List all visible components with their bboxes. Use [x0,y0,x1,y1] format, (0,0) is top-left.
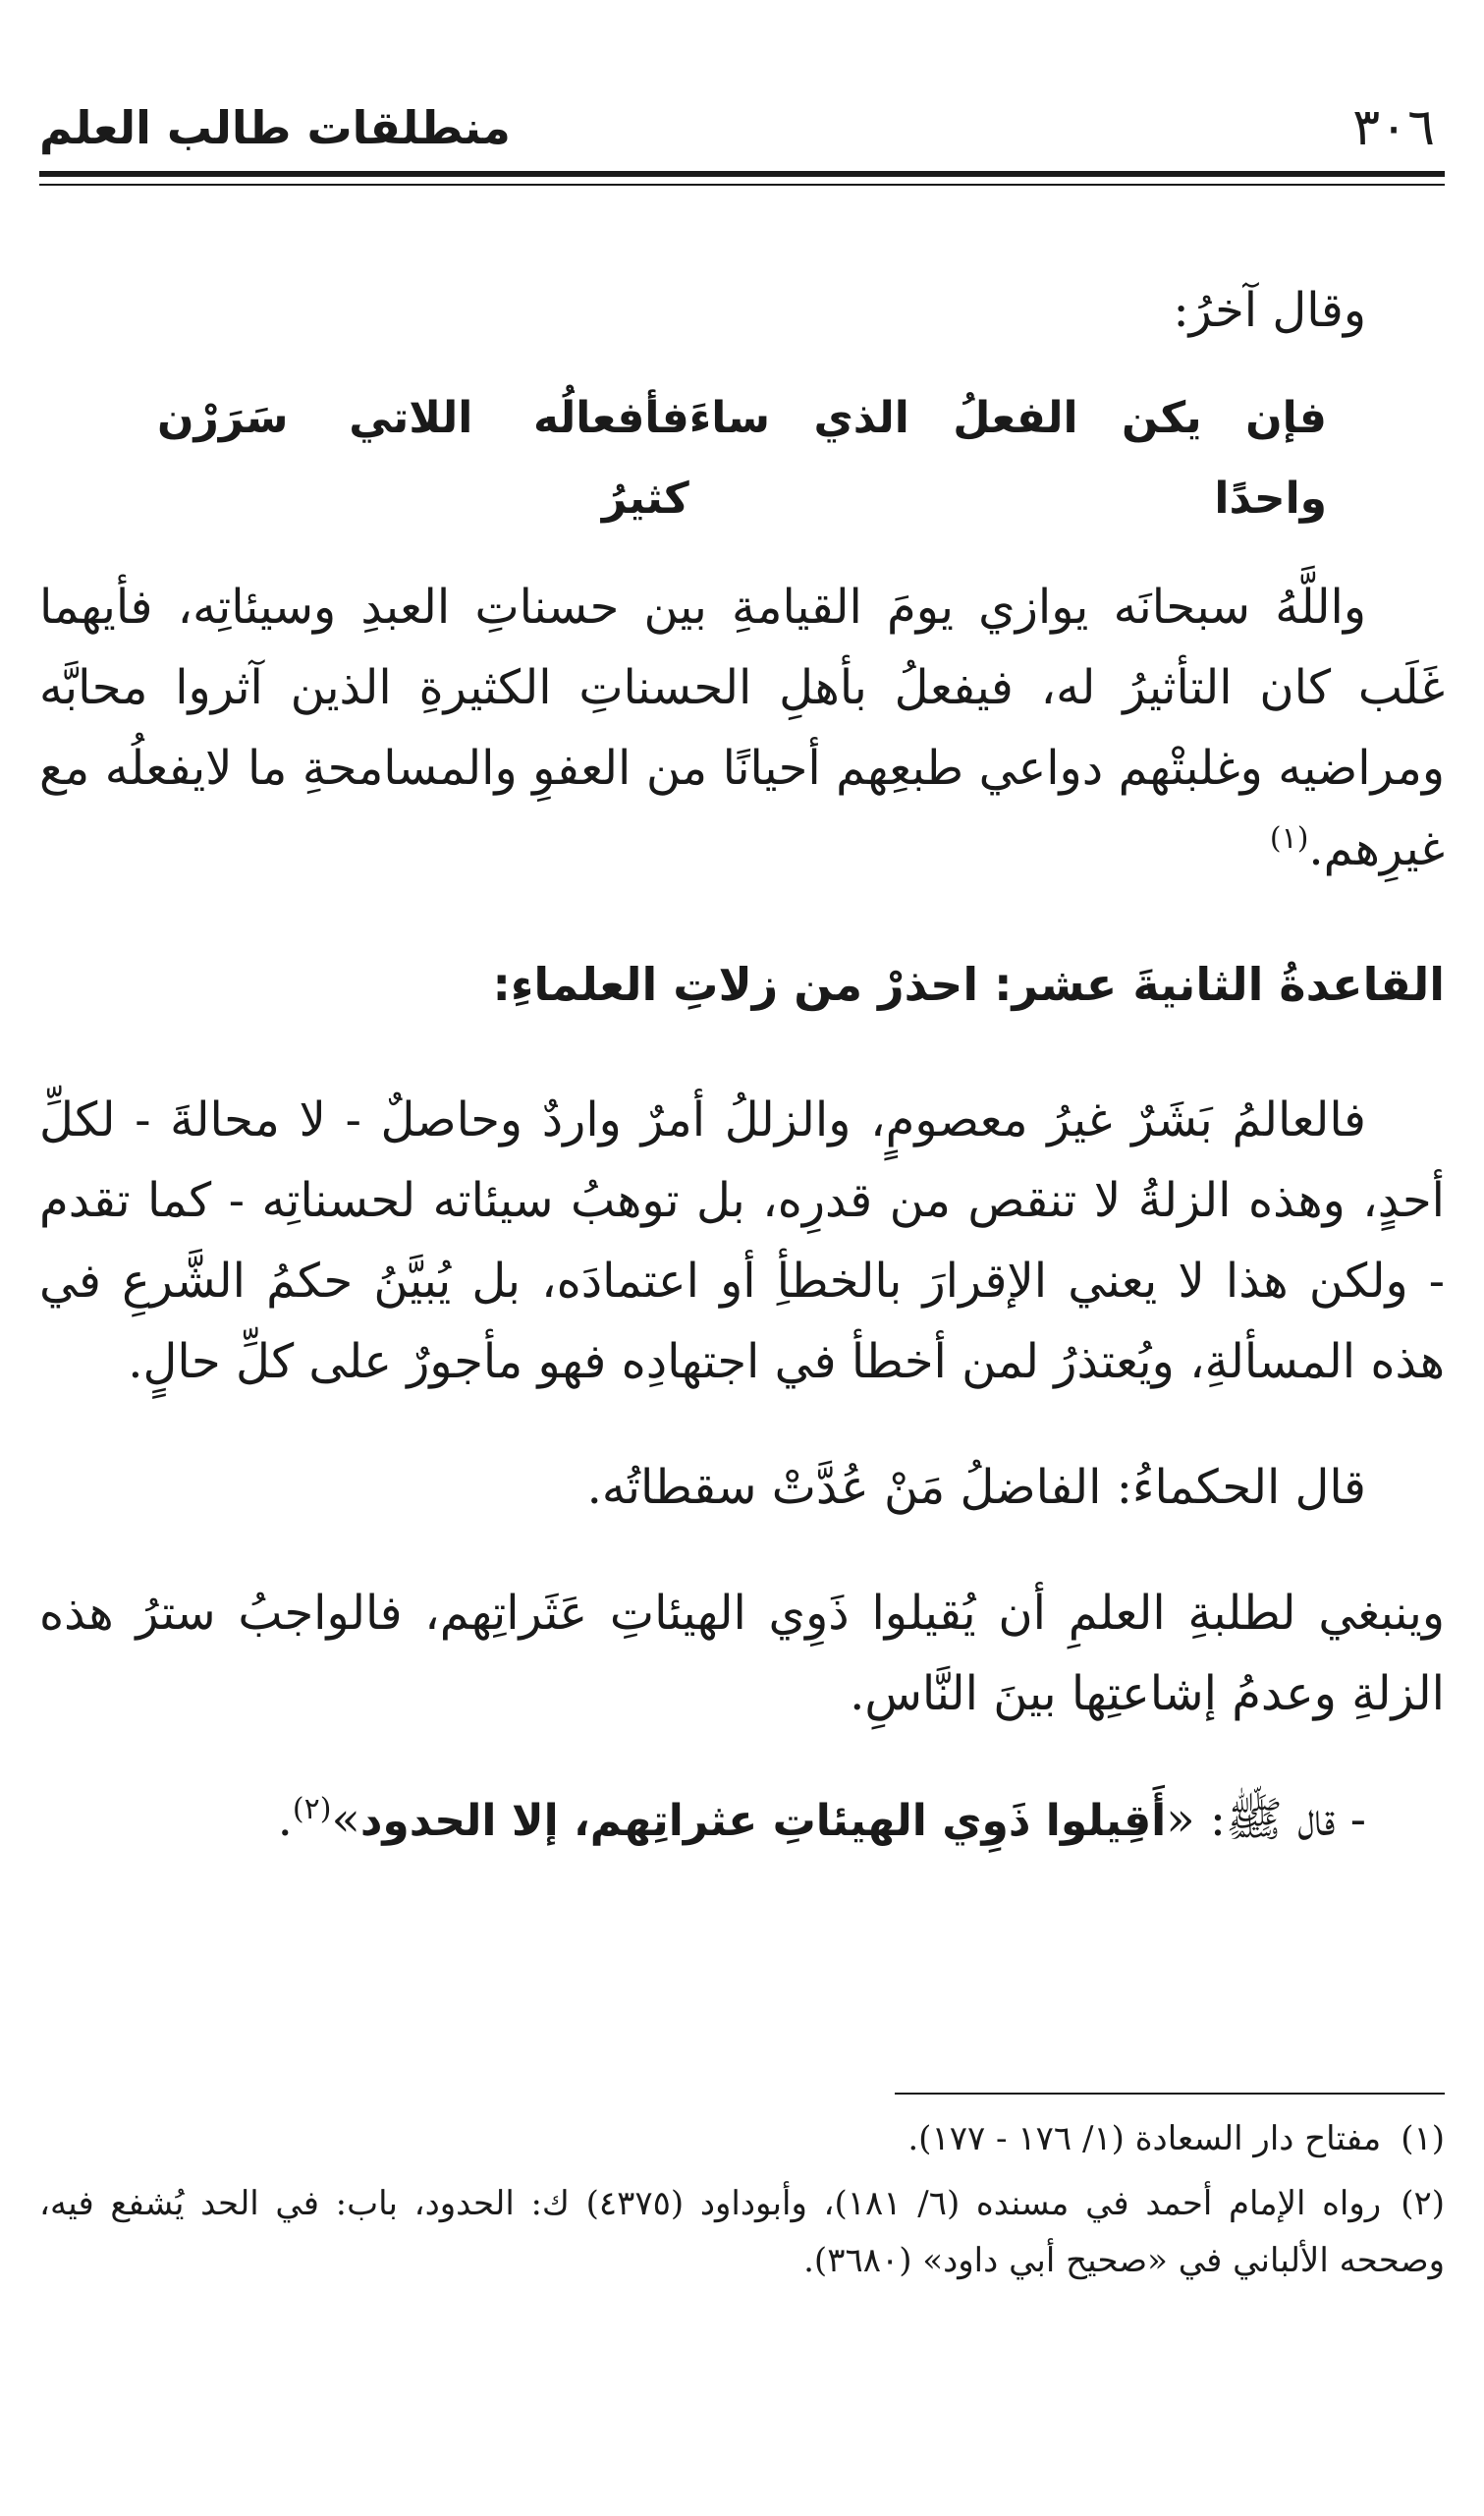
header-rule-thick [39,171,1445,177]
footnote [39,2175,1445,2289]
footnote-text: مفتاح دار السعادة (١/ ١٧٦ - ١٧٧). [907,2119,1382,2158]
header-rule-thin [39,184,1445,186]
hadith-lead: - قال ﷺ: « [1166,1792,1366,1847]
footnote-text: رواه الإمام أحمد في مسنده (٦/ ١٨١)، وأبوداود (٤٣٧٥) ك: الحدود، باب: في الحد يُشفع فيه، وصححه الألباني في «صحيح أبي داود» (٣٦٨٠). [39,2184,1445,2280]
footnote [39,2110,1445,2167]
section-heading: القاعدةُ الثانيةَ عشر: احذرْ من زلاتِ العلماءِ: [492,958,1445,1011]
footnote-reference: (١) [1269,821,1309,856]
footnote-number: (٢) [1401,2184,1445,2223]
verse-first-hemistich: فإن يكن الفعلُ الذي ساءَ واحدًا [688,393,1327,524]
hadith-close-quote: » [331,1792,360,1847]
paragraph: قال الحكماءُ: الفاضلُ مَنْ عُدَّتْ سقطاتُه. [586,1460,1366,1515]
paragraph-text: واللَّهُ سبحانَه يوازي يومَ القيامةِ بين حسناتِ العبدِ وسيئاتِه، فأيهما غَلَب كان التأثيرُ له، فيفعلُ بأهلِ الحسناتِ الكثيرةِ الذين آثروا محابَّه ومراضيه وغلبتْهم دواعي طبعِهم أحيانًا من العفوِ والمسامحةِ ما لايفعلُه مع غيرِهم. [39,580,1445,876]
main-text [39,270,1445,1862]
footnote-separator [895,2093,1445,2095]
paragraph [39,567,1445,889]
verse-second-hemistich: فأفعالُه اللاتي سَرَرْن كثيرُ [157,393,689,524]
poetry-verse [39,378,1445,539]
running-header-title: منطلقات طالب العلم [39,101,511,154]
footnote-number: (١) [1401,2119,1445,2158]
paragraph: وينبغي لطلبةِ العلمِ أن يُقيلوا ذَوِي الهيئاتِ عَثَراتِهم، فالواجبُ سترُ هذه الزلةِ وعدمُ إشاعتِها بينَ النَّاسِ. [39,1586,1445,1721]
hadith-quote [39,1779,1445,1862]
footnote-reference: (٢) [292,1792,332,1826]
footnotes [39,2110,1445,2297]
hadith-end: . [277,1792,293,1847]
hadith-text: أَقِيلوا ذَوِي الهيئاتِ عثراتِهم، إلا الحدود [359,1796,1167,1846]
page-number: ٣٠٦ [1352,98,1435,157]
verse-intro: وقال آخرُ: [1173,283,1366,338]
paragraph: فالعالمُ بَشَرٌ غيرُ معصومٍ، والزللُ أمرٌ واردٌ وحاصلٌ - لا محالةَ - لكلِّ أحدٍ، وهذه الزلةُ لا تنقص من قدرِه، بل توهبُ سيئاته لحسناتِه - كما تقدم - ولكن هذا لا يعني الإقرارَ بالخطأِ أو اعتمادَه، بل يُبيَّنُ حكمُ الشَّرعِ في هذه المسألةِ، ويُعتذرُ لمن أخطأ في اجتهادِه فهو مأجورٌ على كلِّ حالٍ. [39,1092,1445,1389]
